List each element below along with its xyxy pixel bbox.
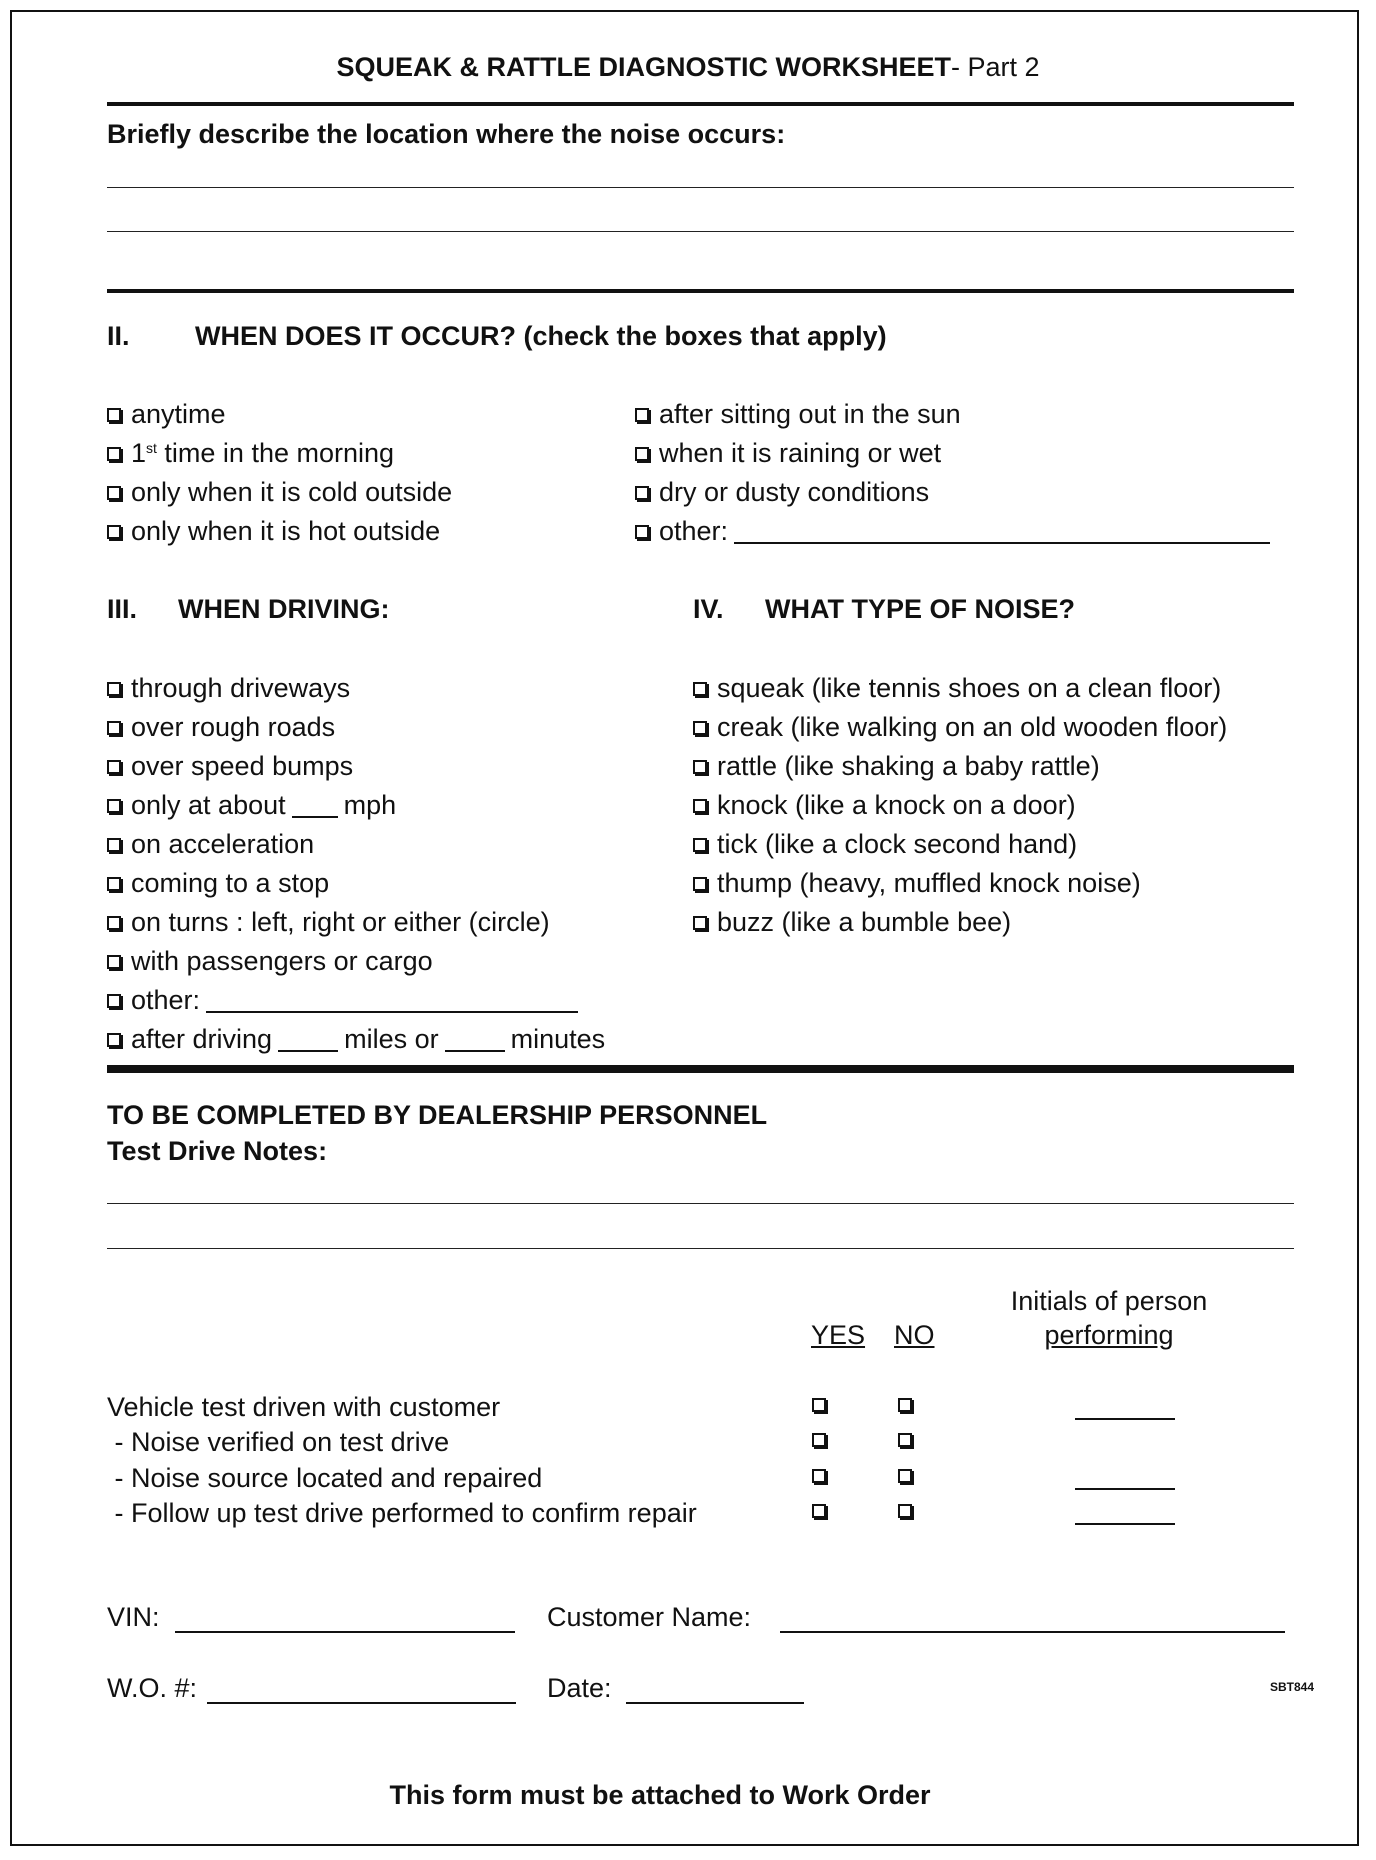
col-yes: YES (811, 1320, 866, 1350)
yes-checkbox-icon[interactable] (812, 1504, 826, 1518)
row-label: - Noise source located and repaired (107, 1463, 543, 1493)
date-label: Date: (547, 1673, 612, 1703)
section3-numeral: III. (107, 594, 138, 624)
mph-label: mph (343, 790, 397, 820)
checkbox-icon[interactable] (107, 408, 121, 422)
initials-field[interactable] (1075, 1488, 1175, 1490)
minutes-field[interactable] (445, 1028, 505, 1052)
option-label: through driveways (131, 673, 351, 703)
row-label: - Follow up test drive performed to confirm repair (107, 1498, 697, 1528)
row-label: Vehicle test driven with customer (107, 1392, 501, 1422)
option-label: other: (659, 516, 729, 546)
col-initials-1: Initials of person (1010, 1286, 1208, 1316)
superscript: st (146, 440, 157, 456)
wo-label: W.O. #: (107, 1673, 198, 1703)
checkbox-mph[interactable] (107, 790, 396, 821)
checkbox-icon[interactable] (107, 838, 121, 852)
option-label: over speed bumps (131, 751, 354, 781)
checkbox-icon[interactable] (107, 877, 121, 891)
notes-line-2[interactable] (107, 1248, 1294, 1249)
checkbox-icon[interactable] (693, 799, 707, 813)
option-label: on turns : left, right or either (circle) (131, 907, 550, 937)
checkbox-icon[interactable] (107, 486, 121, 500)
checkbox-icon[interactable] (107, 525, 121, 539)
option-label: coming to a stop (131, 868, 330, 898)
vin-label: VIN: (107, 1602, 160, 1632)
checkbox-icon[interactable] (693, 682, 707, 696)
no-checkbox-icon[interactable] (898, 1504, 912, 1518)
yes-checkbox-icon[interactable] (812, 1398, 826, 1412)
col-initials-2: performing (1044, 1320, 1174, 1350)
checkbox-rattle[interactable] (693, 751, 1100, 782)
notes-line-1[interactable] (107, 1203, 1294, 1204)
option-label: tick (like a clock second hand) (717, 829, 1078, 859)
checkbox-icon[interactable] (107, 955, 121, 969)
checkbox-icon[interactable] (635, 447, 649, 461)
option-label: with passengers or cargo (131, 946, 433, 976)
option-label: squeak (like tennis shoes on a clean floor) (717, 673, 1222, 703)
form-code: SBT844 (1270, 1680, 1315, 1694)
option-label: creak (like walking on an old wooden floor) (717, 712, 1228, 742)
section3-heading: WHEN DRIVING: (178, 594, 390, 624)
checkbox-knock[interactable] (693, 790, 1076, 821)
yes-checkbox-icon[interactable] (812, 1469, 826, 1483)
date-field[interactable] (626, 1702, 804, 1704)
option-label: thump (heavy, muffled knock noise) (717, 868, 1141, 898)
location-line-1[interactable] (107, 187, 1294, 188)
title-bold: SQUEAK & RATTLE DIAGNOSTIC WORKSHEET (336, 52, 951, 82)
notes-label: Test Drive Notes: (107, 1136, 328, 1166)
checkbox-icon[interactable] (635, 525, 649, 539)
initials-field[interactable] (1075, 1523, 1175, 1525)
option-label: only when it is cold outside (131, 477, 453, 507)
option-label: after sitting out in the sun (659, 399, 961, 429)
checkbox-icon[interactable] (107, 1033, 121, 1047)
checkbox-icon[interactable] (635, 486, 649, 500)
checkbox-icon[interactable] (693, 916, 707, 930)
option-label: anytime (131, 399, 226, 429)
divider (107, 102, 1294, 106)
option-label: only at about (131, 790, 286, 820)
checkbox-driveways[interactable] (107, 673, 350, 704)
checkbox-other-driving[interactable] (107, 985, 584, 1016)
dealer-heading: TO BE COMPLETED BY DEALERSHIP PERSONNEL (107, 1100, 768, 1130)
option-label: only when it is hot outside (131, 516, 441, 546)
section4-numeral: IV. (693, 594, 724, 624)
location-prompt: Briefly describe the location where the noise occurs: (107, 119, 786, 149)
row-label: - Noise verified on test drive (107, 1427, 450, 1457)
no-checkbox-icon[interactable] (898, 1433, 912, 1447)
location-line-2[interactable] (107, 231, 1294, 232)
title-part: - Part 2 (950, 52, 1040, 82)
checkbox-icon[interactable] (107, 799, 121, 813)
checkbox-creak[interactable] (693, 712, 1227, 743)
customer-name-field[interactable] (780, 1631, 1285, 1633)
divider (107, 289, 1294, 293)
checkbox-icon[interactable] (693, 760, 707, 774)
checkbox-squeak[interactable] (693, 673, 1221, 704)
miles-label: miles or (344, 1024, 439, 1054)
checkbox-hot-outside[interactable] (107, 516, 440, 547)
checkbox-icon[interactable] (107, 994, 121, 1008)
checkbox-first-time-morning[interactable] (107, 438, 394, 469)
checkbox-icon[interactable] (693, 838, 707, 852)
option-label: buzz (like a bumble bee) (717, 907, 1012, 937)
divider-thick (107, 1065, 1294, 1073)
checkbox-cold-outside[interactable] (107, 477, 452, 508)
section2-numeral: II. (107, 321, 130, 351)
option-label: rattle (like shaking a baby rattle) (717, 751, 1100, 781)
checkbox-raining[interactable] (635, 438, 941, 469)
initials-field[interactable] (1075, 1418, 1175, 1420)
checkbox-icon[interactable] (107, 916, 121, 930)
checkbox-dusty[interactable] (635, 477, 929, 508)
other-driving-field[interactable] (206, 989, 578, 1013)
checkbox-stop[interactable] (107, 868, 329, 899)
customer-name-label: Customer Name: (547, 1602, 752, 1632)
yes-checkbox-icon[interactable] (812, 1433, 826, 1447)
checkbox-sun[interactable] (635, 399, 961, 430)
checkbox-icon[interactable] (107, 682, 121, 696)
miles-field[interactable] (278, 1028, 338, 1052)
checkbox-other-occur[interactable] (635, 516, 1276, 547)
checkbox-tick[interactable] (693, 829, 1077, 860)
checkbox-passengers[interactable] (107, 946, 433, 977)
section2-heading: WHEN DOES IT OCCUR? (check the boxes that apply) (195, 321, 887, 351)
checkbox-anytime[interactable] (107, 399, 226, 430)
checkbox-speed-bumps[interactable] (107, 751, 353, 782)
other-occur-field[interactable] (734, 520, 1270, 544)
checkbox-acceleration[interactable] (107, 829, 314, 860)
option-label-rest: time in the morning (156, 438, 395, 468)
checkbox-thump[interactable] (693, 868, 1141, 899)
checkbox-icon[interactable] (693, 877, 707, 891)
checkbox-icon[interactable] (107, 760, 121, 774)
checkbox-buzz[interactable] (693, 907, 1011, 938)
wo-field[interactable] (207, 1702, 516, 1704)
checkbox-after-driving[interactable] (107, 1024, 605, 1055)
checkbox-turns[interactable] (107, 907, 550, 938)
footer-note: This form must be attached to Work Order (389, 1780, 931, 1810)
form-title (0, 52, 1376, 83)
option-label: on acceleration (131, 829, 315, 859)
option-label: knock (like a knock on a door) (717, 790, 1076, 820)
checkbox-icon[interactable] (693, 721, 707, 735)
option-label: other: (131, 985, 201, 1015)
checkbox-rough-roads[interactable] (107, 712, 335, 743)
option-label: 1 (131, 438, 147, 468)
option-label: dry or dusty conditions (659, 477, 930, 507)
option-label: after driving (131, 1024, 273, 1054)
minutes-label: minutes (510, 1024, 606, 1054)
checkbox-icon[interactable] (107, 447, 121, 461)
checkbox-icon[interactable] (107, 721, 121, 735)
vin-field[interactable] (175, 1631, 515, 1633)
mph-field[interactable] (292, 794, 338, 818)
section4-heading: WHAT TYPE OF NOISE? (765, 594, 1075, 624)
option-label: over rough roads (131, 712, 336, 742)
no-checkbox-icon[interactable] (898, 1469, 912, 1483)
option-label: when it is raining or wet (659, 438, 942, 468)
checkbox-icon[interactable] (635, 408, 649, 422)
no-checkbox-icon[interactable] (898, 1398, 912, 1412)
col-no: NO (894, 1320, 935, 1350)
